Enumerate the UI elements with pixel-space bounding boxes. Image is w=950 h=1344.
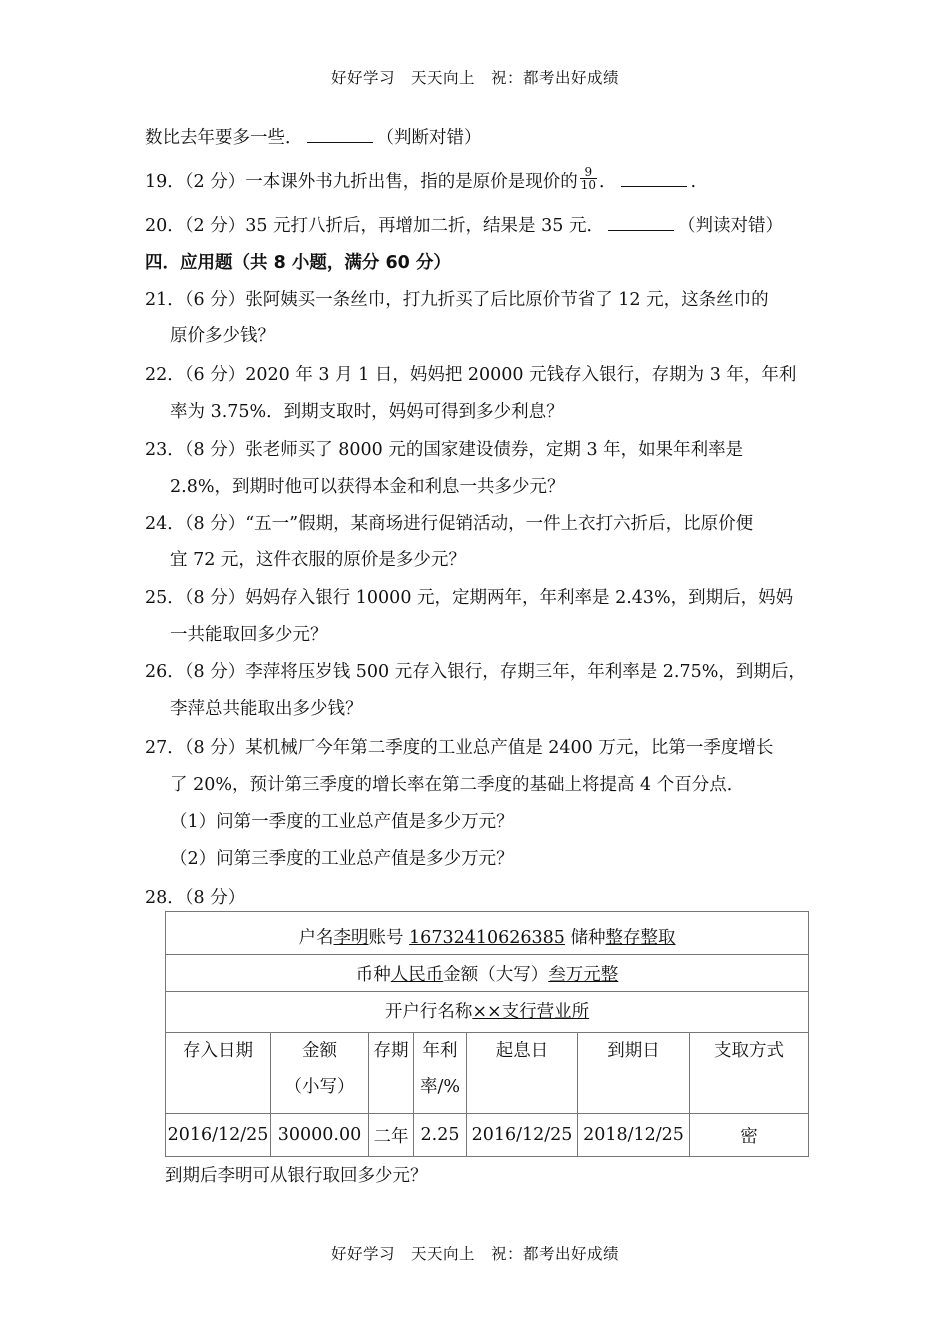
col-rate-line1: 年利: [422, 1041, 458, 1061]
account-label: 账号: [368, 927, 410, 948]
answer-blank: [608, 216, 674, 231]
page-header: 好好学习 天天向上 祝：都考出好成绩: [330, 69, 619, 87]
col-start-date: 起息日: [467, 1033, 578, 1114]
q24-line1: 24．（8 分）“五一”假期，某商场进行促销活动，一件上衣打六折后，比原价便: [145, 514, 754, 534]
amount-value: 叁万元整: [548, 964, 619, 985]
q22-line1: 22．（6 分）2020 年 3 月 1 日，妈妈把 20000 元钱存入银行，存期为 3 年，年利: [145, 365, 797, 385]
col-method: 支取方式: [690, 1033, 809, 1114]
q27-sub2: （2）问第三季度的工业总产值是多少万元？: [170, 849, 514, 869]
q18-text: 数比去年要多一些．: [145, 128, 303, 148]
q18-continuation: [145, 124, 482, 149]
q27-sub1: （1）问第一季度的工业总产值是多少万元？: [170, 812, 514, 832]
name-label: 户名: [298, 927, 334, 948]
account-value: 16732410626385: [409, 927, 565, 948]
cell-deposit-date: 2016/12/25: [166, 1114, 271, 1157]
cell-due-date: 2018/12/25: [578, 1114, 690, 1157]
q22-line2: 率为 3.75%．到期支取时，妈妈可得到多少利息？: [170, 402, 564, 422]
q28-question: 到期后李明可从银行取回多少元？: [165, 1166, 428, 1186]
col-term: 存期: [369, 1033, 414, 1114]
amount-label: 金额（大写）: [443, 964, 549, 985]
currency-label: 币种: [355, 964, 391, 985]
q19-period: ．: [599, 172, 617, 192]
col-rate-line2: 率/%: [419, 1077, 461, 1097]
col-amount: [271, 1033, 369, 1114]
q27-line2: 了 20%，预计第三季度的增长率在第二季度的基础上将提高 4 个百分点．: [170, 775, 745, 795]
q21-line1: 21．（6 分）张阿姨买一条丝巾，打九折买了后比原价节省了 12 元，这条丝巾的: [145, 290, 769, 310]
q19-text: 19．（2 分）一本课外书九折出售，指的是原价是现价的: [145, 172, 578, 192]
currency-value: 人民币: [390, 964, 444, 985]
q18-suffix: （判断对错）: [376, 128, 482, 148]
q27-line1: 27．（8 分）某机械厂今年第二季度的工业总产值是 2400 万元，比第一季度增长: [145, 738, 774, 758]
cell-rate: 2.25: [414, 1114, 467, 1157]
type-label: 储种: [564, 927, 606, 948]
q25-line1: 25．（8 分）妈妈存入银行 10000 元，定期两年，年利率是 2.43%，到期后，妈妈: [145, 588, 794, 608]
q19-end: .: [690, 172, 697, 192]
fraction-denominator: 10: [580, 178, 596, 192]
deposit-info-line2: [166, 955, 809, 992]
col-amount-line1: 金额: [302, 1041, 337, 1061]
answer-blank: [621, 172, 687, 187]
q28-head: 28．（8 分）: [145, 888, 246, 908]
cell-term: 二年: [369, 1114, 414, 1157]
section-title: 四．应用题（共 8 小题，满分 60 分）: [145, 253, 451, 273]
deposit-info-line1: [166, 912, 809, 955]
question-20: [145, 212, 783, 237]
cell-method: 密: [690, 1114, 809, 1157]
name-value: 李明: [333, 927, 369, 948]
q20-suffix: （判读对错）: [677, 216, 783, 236]
cell-amount: 30000.00: [271, 1114, 369, 1157]
fraction-numerator: 9: [584, 165, 593, 179]
bank-label: 开户行名称: [384, 1001, 473, 1022]
q24-line2: 宜 72 元，这件衣服的原价是多少元？: [170, 550, 466, 570]
col-deposit-date: 存入日期: [166, 1033, 271, 1114]
deposit-slip-table: [165, 911, 809, 1157]
answer-blank: [307, 128, 373, 143]
q21-line2: 原价多少钱？: [170, 326, 275, 346]
q23-line2: 2.8%，到期时他可以获得本金和利息一共多少元？: [170, 477, 565, 497]
bank-value: ××支行营业所: [472, 1001, 590, 1022]
page-footer: 好好学习 天天向上 祝：都考出好成绩: [330, 1245, 619, 1263]
col-rate: [414, 1033, 467, 1114]
col-due-date: 到期日: [578, 1033, 690, 1114]
q20-text: 20．（2 分）35 元打八折后，再增加二折，结果是 35 元．: [145, 216, 604, 236]
col-amount-line2: （小写）: [284, 1077, 355, 1097]
deposit-info-line3: [166, 992, 809, 1033]
type-value: 整存整取: [605, 927, 676, 948]
q25-line2: 一共能取回多少元？: [170, 625, 328, 645]
q26-line1: 26．（8 分）李萍将压岁钱 500 元存入银行，存期三年，年利率是 2.75%，到期后，: [145, 662, 806, 682]
q26-line2: 李萍总共能取出多少钱？: [170, 699, 363, 719]
table-row: [166, 1114, 809, 1157]
q23-line1: 23．（8 分）张老师买了 8000 元的国家建设债券，定期 3 年，如果年利率是: [145, 440, 744, 460]
fraction: [580, 166, 597, 191]
question-19: [145, 165, 697, 195]
cell-start-date: 2016/12/25: [467, 1114, 578, 1157]
